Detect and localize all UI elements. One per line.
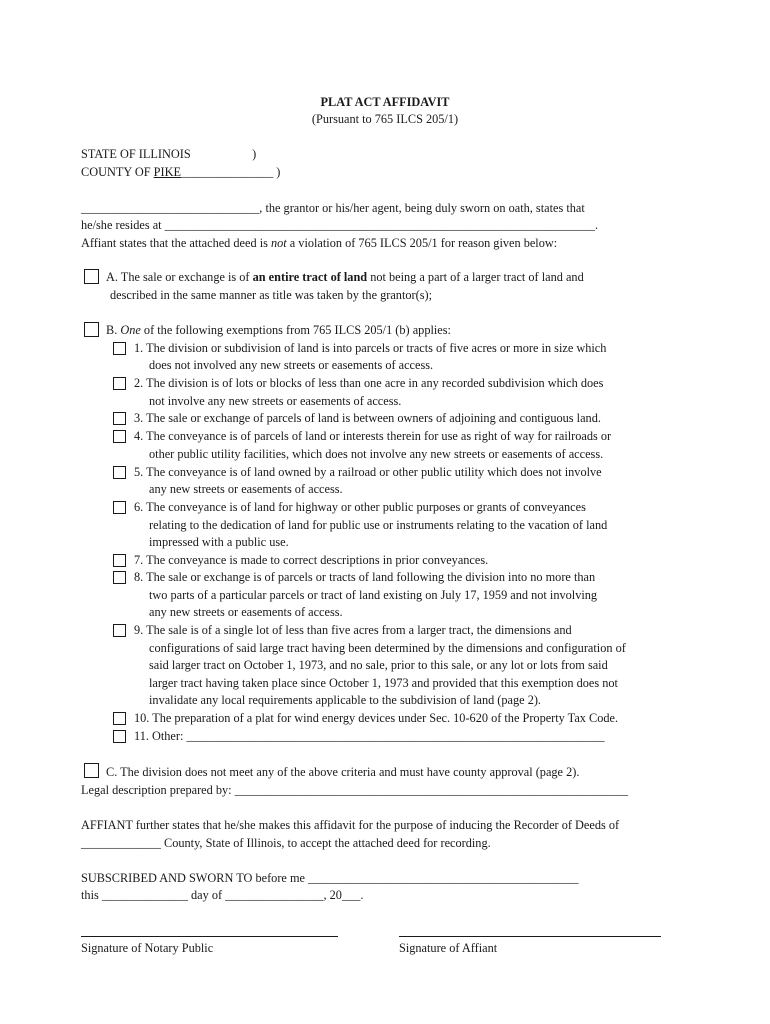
grantor-name-line[interactable]: _____________________________, the grantor or his/her agent, being duly sworn on oath, states that xyxy=(81,201,585,215)
option-a-line2: described in the same manner as title was taken by the grantor(s); xyxy=(110,288,433,302)
exemption-9-checkbox[interactable] xyxy=(113,624,126,637)
option-a-post: not being a part of a larger tract of land and xyxy=(367,270,584,284)
legal-description-field[interactable]: Legal description prepared by: ________________________________________________________________ xyxy=(81,783,629,797)
affiant-statement-pre: Affiant states that the attached deed is xyxy=(81,236,271,250)
exemption-6-text: relating to the dedication of land for public use or instruments relating to the vacation of land xyxy=(149,518,608,532)
option-b-pre: B. xyxy=(106,323,121,337)
exemption-11-checkbox[interactable] xyxy=(113,730,126,743)
option-b-line1 xyxy=(106,322,451,338)
county-line xyxy=(81,164,280,180)
exemption-8-text: 8. The sale or exchange is of parcels or tracts of land following the division into no more than xyxy=(134,570,596,584)
exemption-9-text: larger tract having taken place since October 1, 1973 and provided that this exemption does not xyxy=(149,676,618,690)
exemption-10-text: 10. The preparation of a plat for wind energy devices under Sec. 10-620 of the Property Tax Code. xyxy=(134,711,619,725)
sworn-before-field[interactable]: SUBSCRIBED AND SWORN TO before me ____________________________________________ xyxy=(81,871,579,885)
state-line: STATE OF ILLINOIS ) xyxy=(81,147,257,161)
option-a-pre: A. The sale or exchange is of xyxy=(106,270,253,284)
exemption-9-text: 9. The sale is of a single lot of less than five acres from a larger tract, the dimensions and xyxy=(134,623,572,637)
option-b-checkbox[interactable] xyxy=(84,322,99,337)
option-a-bold: an entire tract of land xyxy=(252,270,368,284)
county-name: PIKE xyxy=(153,165,181,179)
exemption-9-text: invalidate any local requirements applicable to the subdivision of land (page 2). xyxy=(149,693,542,707)
exemption-10-checkbox[interactable] xyxy=(113,712,126,725)
option-c-text: C. The division does not meet any of the above criteria and must have county approval (page 2). xyxy=(106,765,580,779)
exemption-4-text: 4. The conveyance is of parcels of land or interests therein for use as right of way for railroads or xyxy=(134,429,612,443)
exemption-3-checkbox[interactable] xyxy=(113,412,126,425)
exemption-6-text: impressed with a public use. xyxy=(149,535,289,549)
exemption-4-text: other public utility facilities, which does not involve any new streets or easements of access. xyxy=(149,447,604,461)
exemption-11-other-field[interactable]: 11. Other: ____________________________________________________________________ xyxy=(134,729,605,743)
sworn-date-field[interactable]: this ______________ day of ________________, 20___. xyxy=(81,888,364,902)
exemption-9-text: said larger tract on October 1, 1973, and no sale, prior to this sale, or any lot or lots from said xyxy=(149,658,608,672)
county-prefix: COUNTY OF xyxy=(81,165,154,179)
exemption-5-checkbox[interactable] xyxy=(113,466,126,479)
affiant-signature-line[interactable] xyxy=(399,936,661,937)
option-b-emphasis: One xyxy=(120,323,141,337)
residence-line[interactable]: he/she resides at ______________________________________________________________________. xyxy=(81,218,599,232)
exemption-9-text: configurations of said large tract having been determined by the dimensions and configuration of xyxy=(149,641,626,655)
exemption-8-text: any new streets or easements of access. xyxy=(149,605,343,619)
exemption-6-text: 6. The conveyance is of land for highway or other public purposes or grants of conveyances xyxy=(134,500,586,514)
affiant-statement xyxy=(81,235,557,251)
exemption-2-text: not involve any new streets or easements of access. xyxy=(149,394,402,408)
affiant-statement-emphasis: not xyxy=(270,236,287,250)
affiant-county-field[interactable]: _____________ County, State of Illinois, to accept the attached deed for recording. xyxy=(81,836,491,850)
exemption-8-text: two parts of a particular parcels or tract of land existing on July 17, 1959 and not involving xyxy=(149,588,598,602)
exemption-2-checkbox[interactable] xyxy=(113,377,126,390)
exemption-1-checkbox[interactable] xyxy=(113,342,126,355)
option-c-checkbox[interactable] xyxy=(84,763,99,778)
exemption-7-text: 7. The conveyance is made to correct descriptions in prior conveyances. xyxy=(134,553,489,567)
exemption-3-text: 3. The sale or exchange of parcels of land is between owners of adjoining and contiguous land. xyxy=(134,411,601,425)
notary-signature-line[interactable] xyxy=(81,936,338,937)
exemption-2-text: 2. The division is of lots or blocks of less than one acre in any recorded subdivision which does xyxy=(134,376,604,390)
affiant-signature-label: Signature of Affiant xyxy=(399,941,498,955)
document-subtitle: (Pursuant to 765 ILCS 205/1) xyxy=(311,112,459,126)
exemption-8-checkbox[interactable] xyxy=(113,571,126,584)
option-b-post: of the following exemptions from 765 ILCS 205/1 (b) applies: xyxy=(140,323,451,337)
exemption-5-text: 5. The conveyance is of land owned by a railroad or other public utility which does not involve xyxy=(134,465,602,479)
affiant-statement-post: a violation of 765 ILCS 205/1 for reason given below: xyxy=(286,236,558,250)
notary-signature-label: Signature of Notary Public xyxy=(81,941,214,955)
exemption-4-checkbox[interactable] xyxy=(113,430,126,443)
exemption-7-checkbox[interactable] xyxy=(113,554,126,567)
option-a-line1 xyxy=(106,269,584,285)
county-suffix: _______________ ) xyxy=(180,165,281,179)
exemption-5-text: any new streets or easements of access. xyxy=(149,482,343,496)
exemption-1-text: does not involved any new streets or easements of access. xyxy=(149,358,434,372)
exemption-1-text: 1. The division or subdivision of land is into parcels or tracts of five acres or more in size which xyxy=(134,341,607,355)
option-a-checkbox[interactable] xyxy=(84,269,99,284)
exemption-6-checkbox[interactable] xyxy=(113,501,126,514)
document-title: PLAT ACT AFFIDAVIT xyxy=(320,95,450,109)
affiant-purpose-line1: AFFIANT further states that he/she makes this affidavit for the purpose of inducing the Recorder of Deeds of xyxy=(81,818,620,832)
